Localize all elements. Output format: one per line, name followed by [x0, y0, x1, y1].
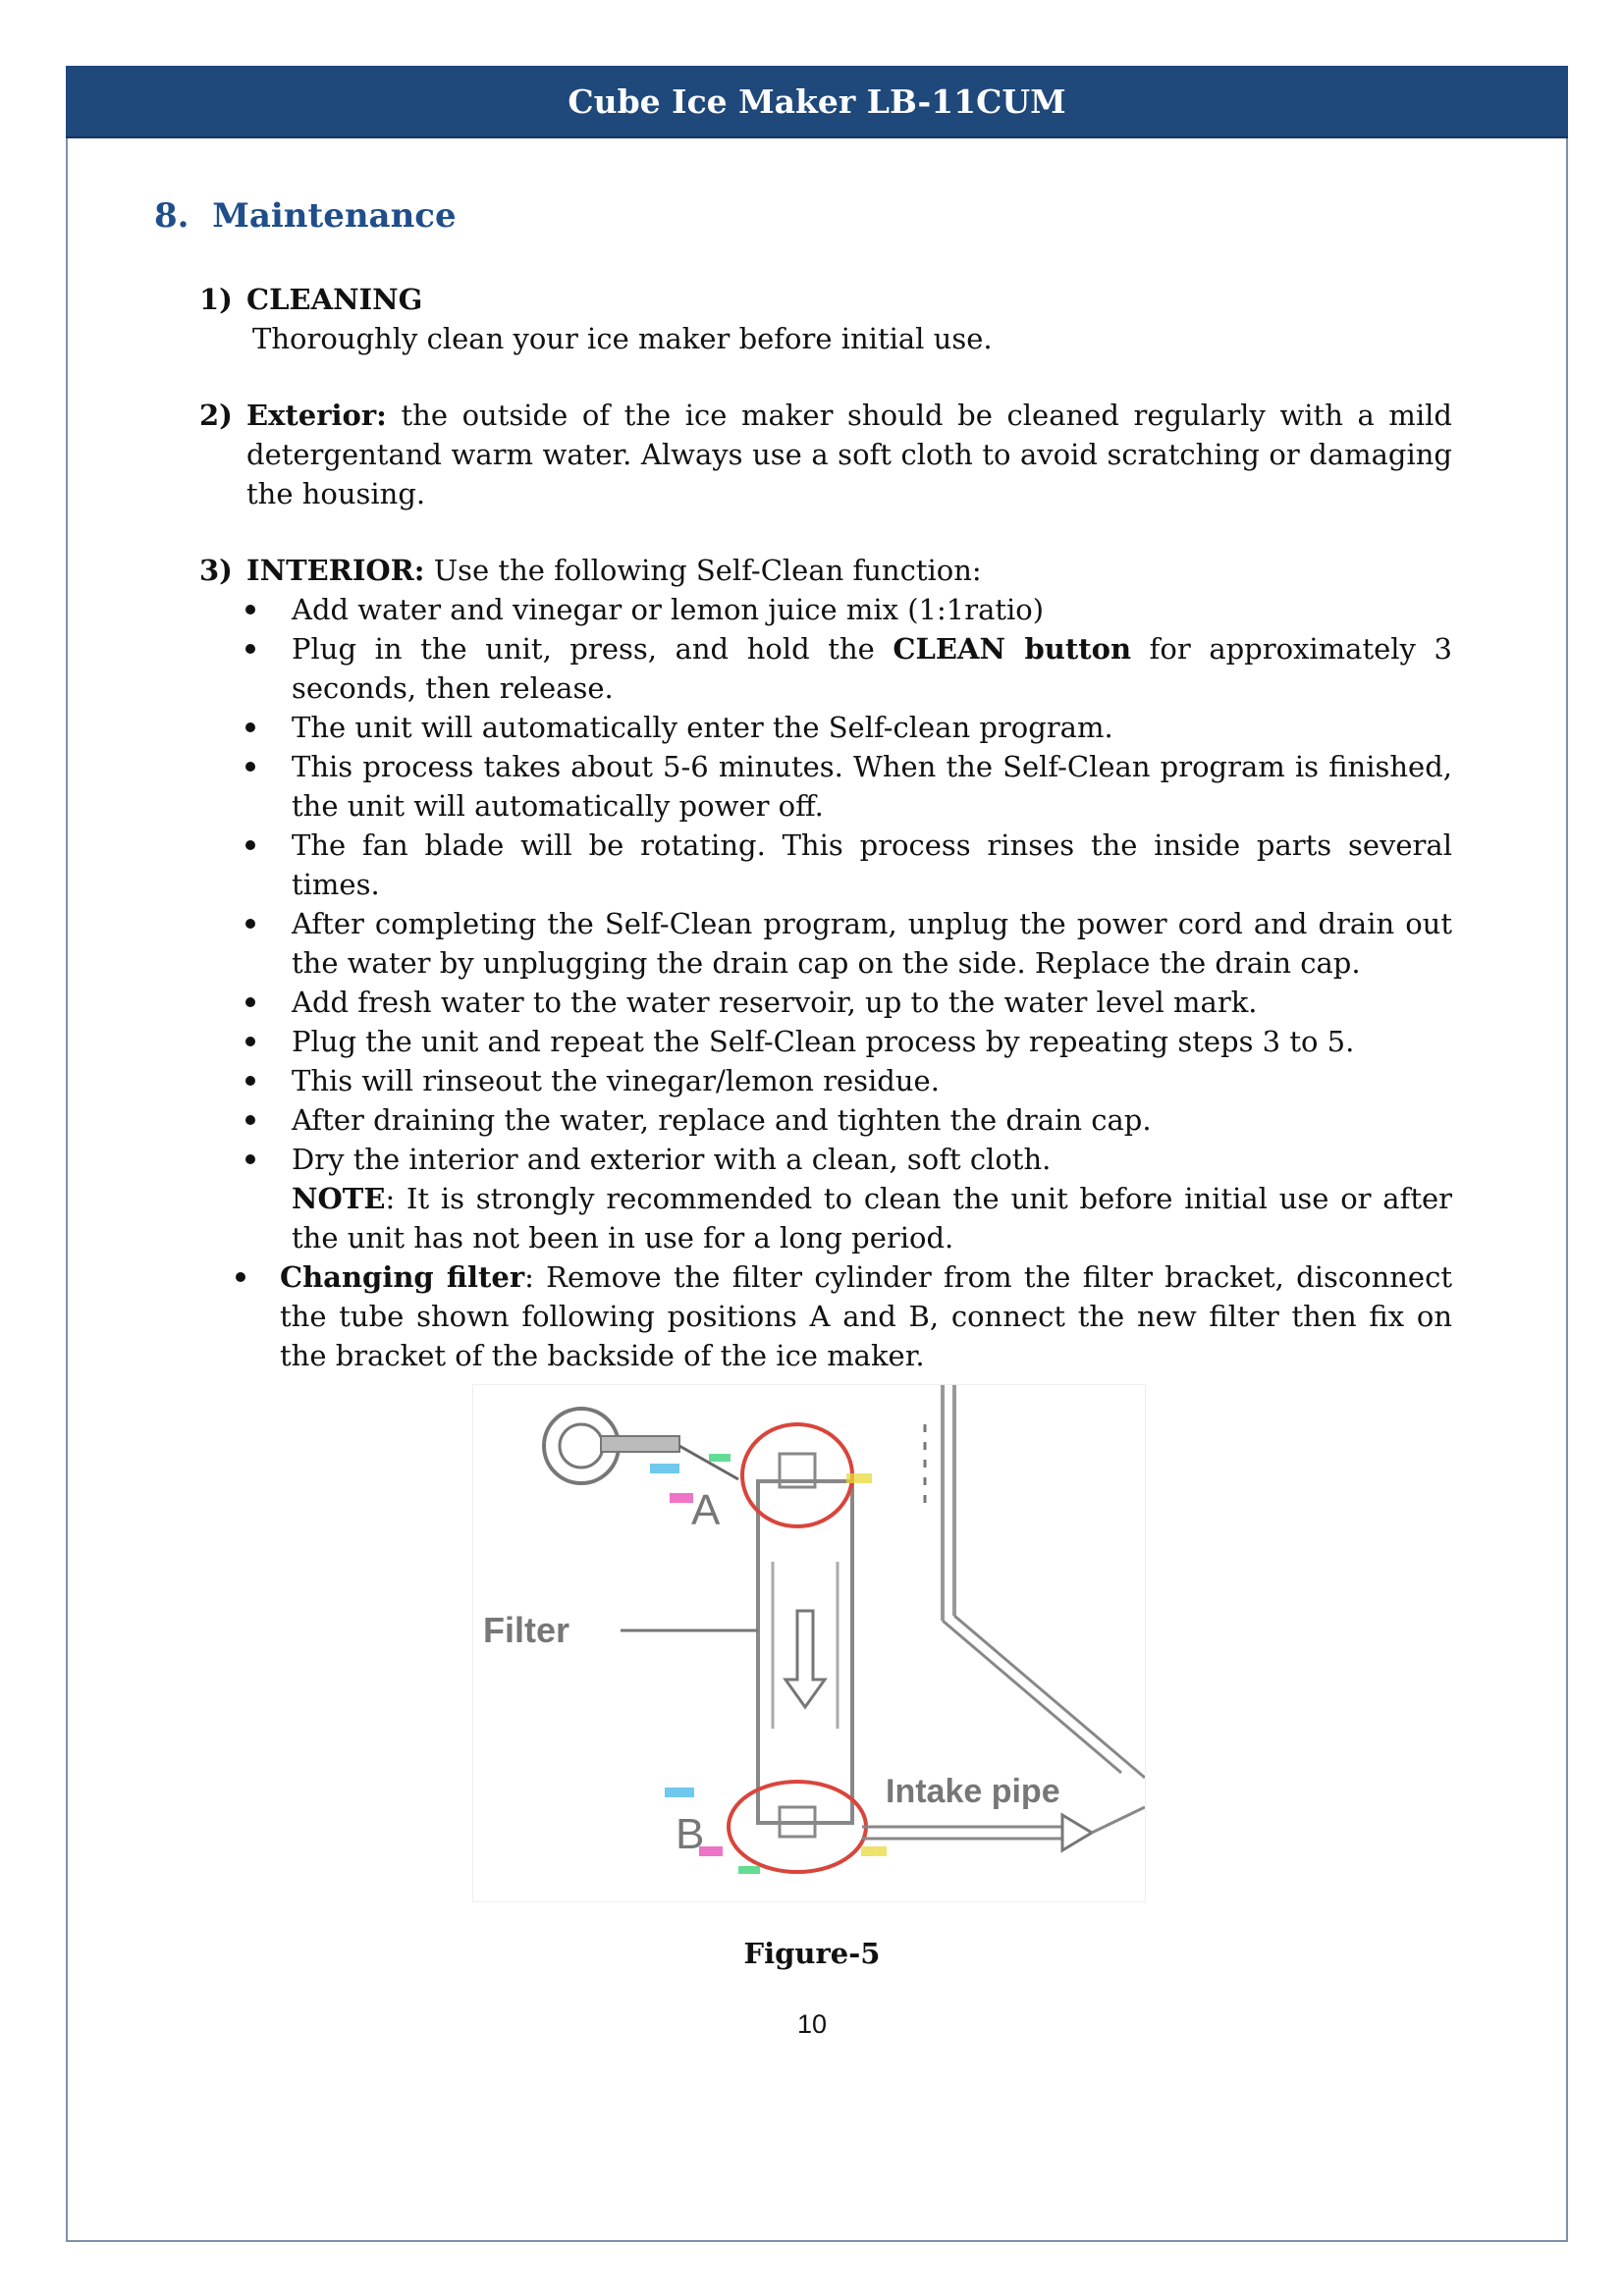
position-a-circle [742, 1424, 852, 1526]
section-title-text: Maintenance [212, 196, 457, 236]
arrow-down-icon [785, 1611, 825, 1707]
filter-text: : Remove the filter cylinder from the filter bracket, disconnect the tube shown following positions A and B, connect the new filter then fix on the bracket of the backside of the ice maker. [280, 1260, 1452, 1372]
list-item [243, 1140, 1452, 1179]
clean-button-label: CLEAN button [893, 632, 1132, 666]
fitting-icon [544, 1409, 738, 1483]
page-header [66, 66, 1568, 138]
page-number: 10 [796, 2009, 828, 2039]
item-number: 2) [199, 399, 233, 432]
interior-item [199, 551, 1452, 590]
cleaning-text: Thoroughly clean your ice maker before initial use. [252, 322, 993, 355]
figure-caption: Figure-5 [743, 1937, 881, 1970]
list-item-text: After completing the Self-Clean program, unplug the power cord and drain out the water by unplugging the drain cap on the side. Replace the drain cap. [292, 907, 1452, 980]
header-title: Cube Ice Maker LB-11CUM [568, 81, 1066, 121]
exterior-label: Exterior: [246, 399, 387, 432]
item-number: 3) [199, 554, 233, 587]
label-intake-pipe: Intake pipe [886, 1773, 1060, 1810]
list-item-text: The fan blade will be rotating. This process rinses the inside parts several times. [292, 828, 1452, 901]
list-item [243, 1022, 1452, 1061]
bullet-icon [245, 840, 255, 850]
label-b: B [676, 1810, 705, 1858]
note-label: NOTE [292, 1182, 386, 1215]
cleaning-item [199, 280, 1452, 358]
filter-label: Changing filter [280, 1260, 525, 1294]
filter-diagram [472, 1384, 1146, 1902]
bullet-icon [245, 1037, 255, 1046]
list-item [243, 629, 1452, 708]
bullet-icon [245, 1154, 255, 1164]
filter-diagram-svg [473, 1385, 1145, 1901]
bullet-icon [245, 722, 255, 732]
filter-list [199, 1257, 1452, 1375]
interior-text: Use the following Self-Clean function: [424, 554, 982, 587]
label-a: A [691, 1486, 721, 1534]
section-number: 8. [154, 196, 189, 236]
interior-label: INTERIOR: [246, 554, 425, 587]
list-item [243, 826, 1452, 904]
list-item [233, 1257, 1452, 1375]
list-item-text: The unit will automatically enter the Self-clean program. [292, 711, 1113, 744]
list-item-text: This will rinseout the vinegar/lemon residue. [292, 1064, 940, 1097]
list-item-text: After draining the water, replace and tighten the drain cap. [292, 1103, 1152, 1137]
list-item-text: for approximately 3 seconds, then release. [292, 632, 1453, 705]
bullet-icon [245, 605, 255, 614]
list-item-text: Dry the interior and exterior with a clean, soft cloth. [292, 1143, 1052, 1176]
bullet-icon [245, 997, 255, 1007]
self-clean-steps [199, 590, 1452, 1179]
list-item [243, 590, 1452, 629]
note-paragraph [199, 1179, 1452, 1257]
list-item [243, 904, 1452, 983]
list-item [243, 708, 1452, 747]
bullet-icon [245, 919, 255, 929]
list-item-text: This process takes about 5-6 minutes. When the Self-Clean program is finished, the unit will automatically power off. [292, 750, 1452, 823]
bullet-icon [236, 1272, 245, 1282]
exterior-item [199, 396, 1452, 513]
cleaning-heading: CLEANING [246, 283, 423, 316]
list-item-text: Add fresh water to the water reservoir, up to the water level mark. [292, 986, 1258, 1019]
section-title [154, 196, 457, 236]
item-number: 1) [199, 283, 233, 316]
list-item-text: Add water and vinegar or lemon juice mix (1:1ratio) [292, 593, 1045, 626]
list-item [243, 1100, 1452, 1140]
position-b-circle [729, 1782, 866, 1872]
bullet-icon [245, 1076, 255, 1086]
bullet-icon [245, 644, 255, 654]
list-item [243, 1061, 1452, 1100]
bullet-icon [245, 1115, 255, 1125]
list-item-text: Plug in the unit, press, and hold the [292, 632, 893, 666]
list-item [243, 747, 1452, 826]
maintenance-content [199, 280, 1452, 1375]
list-item [243, 983, 1452, 1022]
note-text: : It is strongly recommended to clean the unit before initial use or after the unit has not been in use for a long period. [292, 1182, 1452, 1255]
label-filter: Filter [483, 1610, 570, 1650]
list-item-text: Plug the unit and repeat the Self-Clean process by repeating steps 3 to 5. [292, 1025, 1355, 1058]
bullet-icon [245, 762, 255, 772]
exterior-text: the outside of the ice maker should be cleaned regularly with a mild detergentand warm water. Always use a soft cloth to avoid scratching or damaging the housing. [246, 399, 1452, 510]
